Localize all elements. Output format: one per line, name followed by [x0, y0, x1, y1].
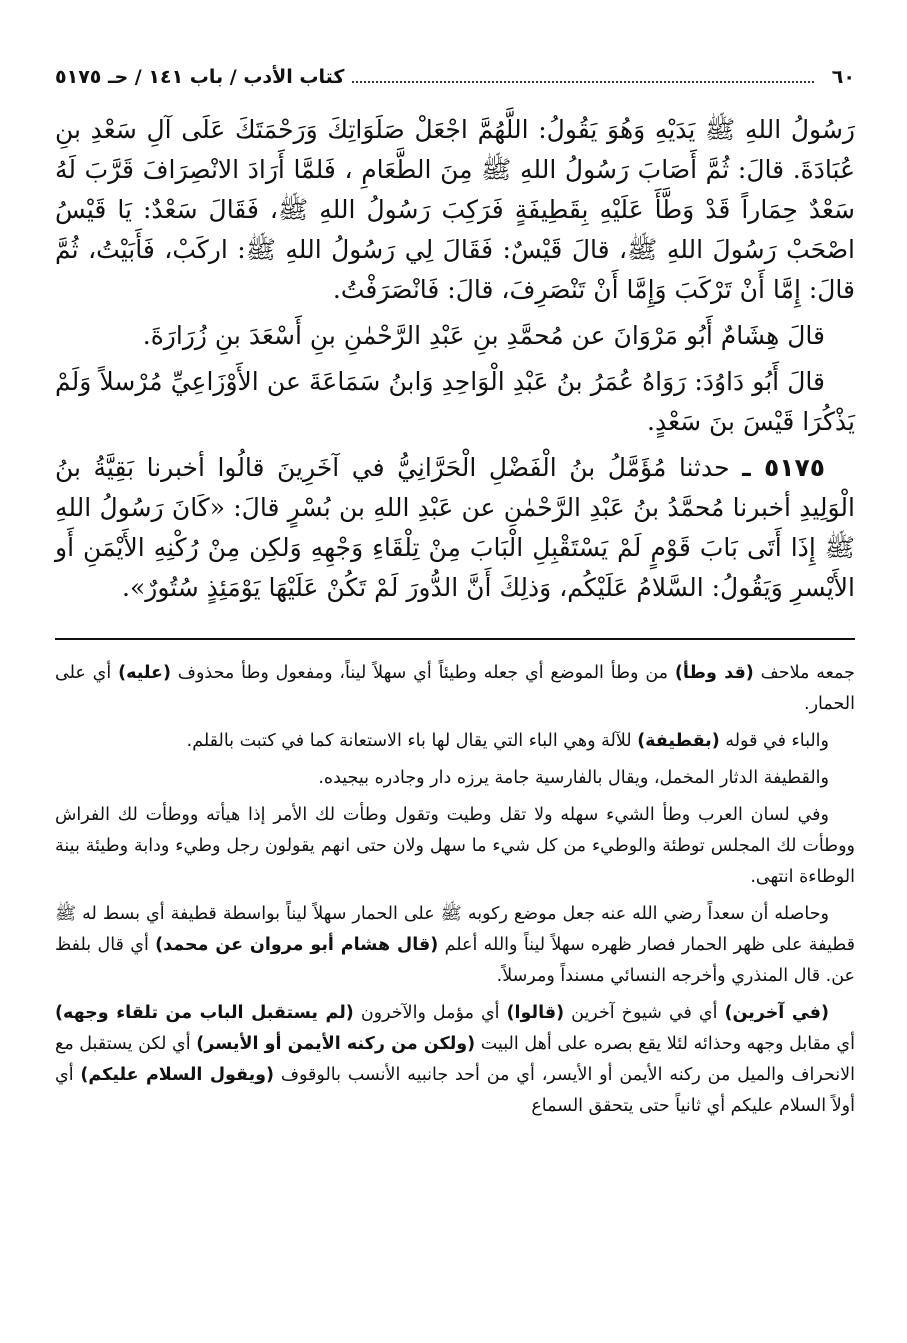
hadith-paragraph-1: رَسُولُ اللهِ ﷺ يَدَيْهِ وَهُوَ يَقُولُ: اللَّهُمَّ اجْعَلْ صَلَوَاتِكَ وَرَحْمَتَكَ عَلَى آلِ سَعْدِ بنِ عُبَادَةَ. قالَ: ثُمَّ أَصَابَ رَسُولُ اللهِ ﷺ مِنَ الطَّعَامِ ، فَلمَّا أَرَادَ الانْصِرَافَ قَرَّبَ لَهُ سَعْدٌ حِمَاراً قَدْ وَطَّأَ عَلَيْهِ بِقَطِيفَةٍ فَرَكِبَ رَسُولُ اللهِ ﷺ، فَقَالَ سَعْدٌ: يَا قَيْسُ اصْحَبْ رَسُولَ اللهِ ﷺ، قالَ قَيْسٌ: فَقَالَ لِي رَسُولُ اللهِ ﷺ: اركَبْ، فَأَبَيْتُ، ثُمَّ قالَ: إِمَّا أَنْ تَرْكَبَ وَإِمَّا أَنْ تَنْصَرِفَ، قالَ: فَانْصَرَفْتُ. — [55, 115, 855, 304]
note-text: أي قال بلفظ عن. قال المنذري وأخرجه النسائي مسنداً ومرسلاً. — [55, 935, 855, 986]
note-1 — [55, 658, 855, 720]
note-text: أي مقابل وجهه وحذائه لئلا يقع بصره على أهل البيت — [475, 1034, 855, 1054]
note-3: والقطيفة الدثار المخمل، ويقال بالفارسية جامة يرزه دار وجادره بيجيده. — [318, 768, 829, 788]
note-text: أي أولاً السلام عليكم أي ثانياً حتى يتحقق السماع — [55, 1065, 855, 1116]
note-2 — [55, 726, 855, 757]
note-text: والباء في قوله — [719, 731, 829, 751]
hadith-paragraph-3: قالَ أَبُو دَاوُدَ: رَوَاهُ عُمَرُ بنُ عَبْدِ الْوَاحِدِ وَابنُ سَمَاعَةَ عن الأَوْزَاعِيِّ مُرْسلاً وَلَمْ يَذْكُرَا قَيْسَ بنَ سَعْدٍ. — [55, 367, 855, 436]
leader-dots — [352, 80, 813, 83]
note-text: جمعه ملاحف — [753, 663, 855, 683]
note-text: أي في شيوخ آخرين — [564, 1003, 725, 1023]
running-header — [55, 66, 855, 100]
book-page — [55, 66, 855, 1316]
note-keyword: (قال هشام أبو مروان عن محمد) — [155, 935, 439, 955]
note-keyword: (ولكن من ركنه الأيمن أو الأيسر) — [196, 1034, 476, 1054]
note-keyword: (في آخرين) — [724, 1003, 830, 1023]
hadith-text — [55, 110, 855, 608]
hadith-4-text: حدثنا مُؤَمَّلُ بنُ الْفَضْلِ الْحَرَّانِيُّ في آخَرِينَ قالُوا أخبرنا بَقِيَّةُ بنُ الْوَلِيدِ أخبرنا مُحمَّدُ بنُ عَبْدِ الرَّحْمٰنِ عن عَبْدِ اللهِ بن بُسْرٍ قالَ: «كَانَ رَسُولُ اللهِ ﷺ إِذَا أَتَى بَابَ قَوْمٍ لَمْ يَسْتَقْبِلِ الْبَابَ مِنْ تِلْقَاءِ وَجْهِهِ وَلكِن مِنْ رُكْنِهِ الأَيْمَنِ أَو الأَيْسرِ وَيَقُولُ: السَّلامُ عَلَيْكُم، وَذلِكَ أَنَّ الدُّورَ لَمْ تَكُنْ عَلَيْهَا يَوْمَئِذٍ سُتُورٌ». — [55, 453, 855, 602]
note-6 — [55, 998, 855, 1122]
note-text: أي مؤمل والآخرون — [353, 1003, 507, 1023]
footnote-divider — [55, 638, 855, 640]
note-keyword: (لم يستقبل الباب من تلقاء وجهه) — [55, 1003, 354, 1023]
note-text: للآلة وهي الباء التي يقال لها باء الاستعانة كما في كتبت بالقلم. — [186, 731, 638, 751]
note-text: أي على الحمار. — [55, 663, 855, 714]
note-keyword: (بقطيفة) — [637, 731, 720, 751]
note-5 — [55, 899, 855, 992]
note-text: من وطأ الموضع أي جعله وطيئاً أي سهلاً ليناً، ومفعول وطأ محذوف — [170, 663, 675, 683]
commentary — [55, 658, 855, 1122]
note-text: أي لكن يستقبل مع الانحراف والميل من ركنه الأيمن أو الأيسر، أي من أحد جانبيه الأنسب بالوقوف — [55, 1034, 856, 1085]
hadith-number: ٥١٧٥ ـ — [742, 453, 826, 482]
hadith-paragraph-4 — [55, 448, 855, 608]
page-number: ٦٠ — [831, 66, 855, 88]
note-keyword: (قالوا) — [506, 1003, 565, 1023]
chapter-reference: كتاب الأدب / باب ١٤١ / حـ ٥١٧٥ — [55, 66, 345, 88]
note-keyword: (ويقول السلام عليكم) — [80, 1065, 275, 1085]
note-keyword: (عليه) — [118, 663, 171, 683]
note-4: وفي لسان العرب وطأ الشيء سهله ولا تقل وطيت وتقول وطأت لك الأمر إذا هيأته ووطأت لك الفراش ووطأت لك المجلس توطئة والوطيء من كل شيء ما سهل ولان حتى انهم يقولون رجل وطيء ودابة وطيئة بينة الوطاءة انتهى. — [55, 805, 855, 887]
note-text: وحاصله أن سعداً رضي الله عنه جعل موضع ركوبه ﷺ على الحمار سهلاً ليناً بواسطة قطيفة أي بسط له ﷺ قطيفة على ظهر الحمار فصار ظهره سهلاً ليناً والله أعلم — [55, 904, 855, 955]
note-keyword: (قد وطأ) — [674, 663, 754, 683]
hadith-paragraph-2: قالَ هِشَامٌ أَبُو مَرْوَانَ عن مُحمَّدِ بنِ عَبْدِ الرَّحْمٰنِ بنِ أَسْعَدَ بنِ زُرَارَةَ. — [142, 321, 825, 350]
